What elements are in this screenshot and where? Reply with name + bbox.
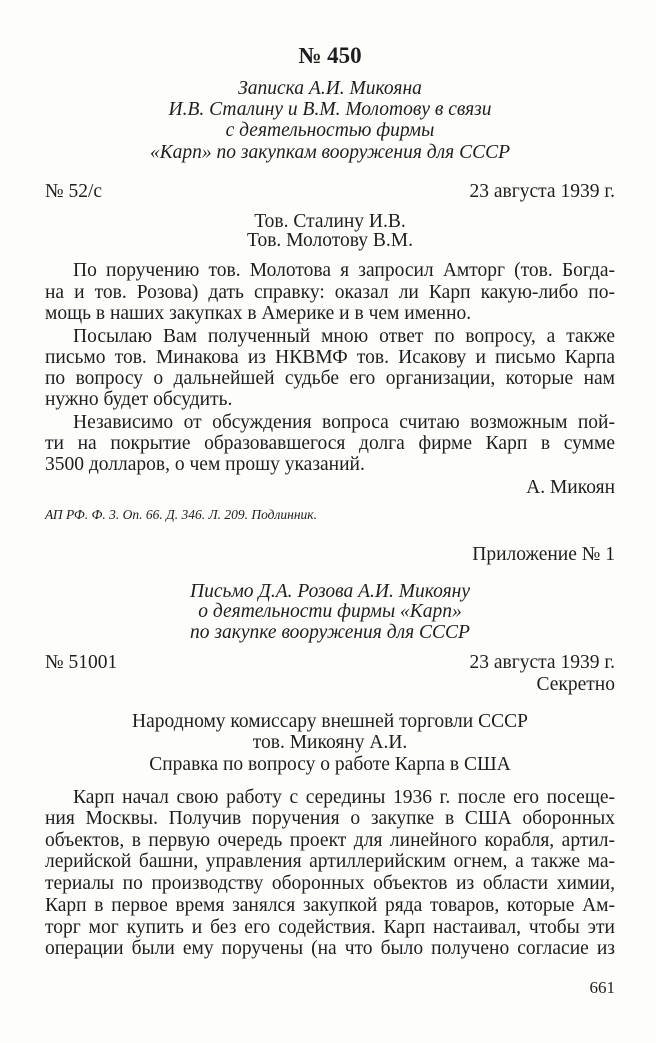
document-meta-row	[45, 181, 615, 203]
secrecy-mark: Секретно	[536, 674, 615, 695]
text-line: По поручению тов. Молотова я запросил Амторг (тов. Богда-	[73, 260, 615, 281]
title-line: по закупке вооружения для СССР	[190, 622, 470, 643]
text-line: ти на покрытие образовавшегося долга фирме Карп в сумме	[45, 433, 615, 454]
appendix-subject: Справка по вопросу о работе Карпа в США	[149, 754, 511, 775]
title-line: Записка А.И. Микояна	[238, 78, 422, 99]
text-line: мощь в наших закупках в Америке и в чем именно.	[45, 303, 472, 324]
addressee: тов. Микояну А.И.	[252, 732, 408, 753]
text-line: объектов, в первую очередь проект для линейного корабля, артил-	[45, 830, 615, 851]
page-number: 661	[589, 978, 615, 997]
appendix-number: № 51001	[45, 652, 118, 673]
document-number-heading: № 450	[298, 43, 362, 68]
title-line: с деятельностью фирмы	[225, 120, 435, 141]
text-line: Посылаю Вам полученный мною ответ по вопросу, а также	[73, 326, 615, 347]
appendix-date: 23 августа 1939 г.	[469, 652, 615, 673]
appendix-meta-row	[45, 652, 615, 674]
text-line: по вопросу о дальнейшей судьбе его организации, которые нам	[45, 368, 615, 389]
addressee: Тов. Молотову В.М.	[247, 230, 413, 251]
text-line: нужно будет обсудить.	[45, 389, 233, 410]
text-line: ния Москвы. Получив поручения о закупке в США оборонных	[45, 808, 615, 829]
text-line: на и тов. Розова) дать справку: оказал ли Карп какую-либо по-	[45, 282, 615, 303]
signature: А. Микоян	[526, 477, 615, 498]
text-line: письмо тов. Минакова из НКВМФ тов. Исакову и письмо Карпа	[45, 347, 615, 368]
archive-source: АП РФ. Ф. 3. Оп. 66. Д. 346. Л. 209. Подлинник.	[45, 507, 317, 522]
text-line: териалы по производству оборонных объектов из области химии,	[45, 873, 615, 894]
document-date: 23 августа 1939 г.	[469, 181, 615, 202]
title-line: о деятельности фирмы «Карп»	[198, 601, 462, 622]
text-line: 3500 долларов, о чем прошу указаний.	[45, 454, 365, 475]
text-line: операции были ему поручены (на что было получено согласие из	[45, 938, 615, 959]
title-line: И.В. Сталину и В.М. Молотову в связи	[168, 99, 492, 120]
text-line: Независимо от обсуждения вопроса считаю возможным пой-	[73, 412, 615, 433]
appendix-label: Приложение № 1	[472, 544, 615, 565]
addressee: Тов. Сталину И.В.	[254, 211, 406, 232]
text-line: Карп в первое время занялся закупкой ряда товаров, которые Ам-	[45, 895, 615, 916]
title-line: Письмо Д.А. Розова А.И. Микояну	[189, 581, 470, 602]
text-line: Карп начал свою работу с середины 1936 г. после его посеще-	[73, 787, 615, 808]
document-number: № 52/с	[45, 181, 103, 202]
addressee: Народному комиссару внешней торговли СССР	[132, 711, 528, 732]
text-line: торг мог купить и без его содействия. Карп настаивал, чтобы эти	[45, 917, 615, 938]
text-line: лерийской башни, управления артиллерийским огнем, а также ма-	[45, 851, 615, 872]
title-line: «Карп» по закупкам вооружения для СССР	[149, 142, 511, 163]
